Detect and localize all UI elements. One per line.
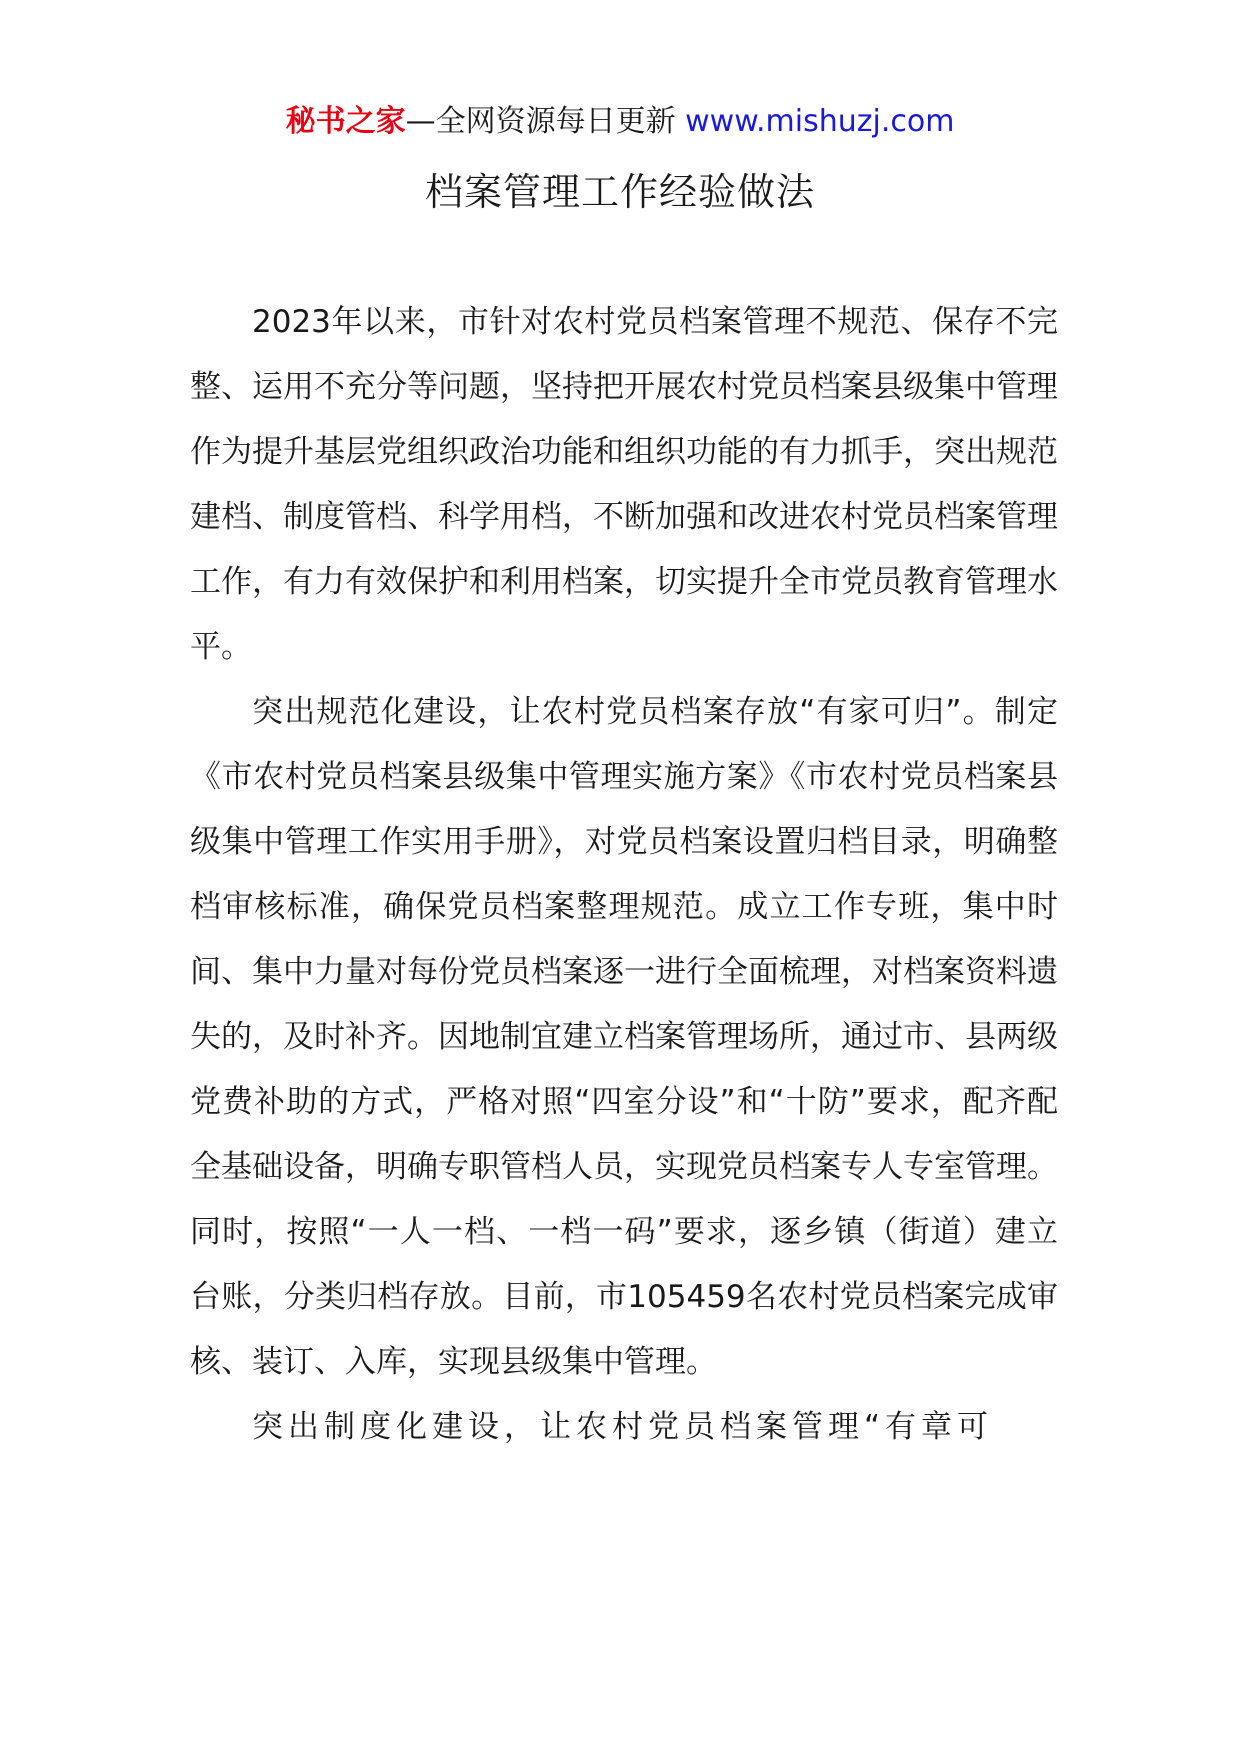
document-title: 档案管理工作经验做法 [424,170,815,214]
paragraph-standardization: 突出规范化建设，让农村党员档案存放“有家可归”。制定《市农村党员档案县级集中管理实施方案》《市农村党员档案县级集中管理工作实用手册》，对党员档案设置归档目录，明确整档审核标准，确保党员档案整理规范。成立工作专班，集中时间、集中力量对每份党员档案逐一进行全面梳理，对档案资料遗失的，及时补齐。因地制宜建立档案管理场所，通过市、县两级党费补助的方式，严格对照“四室分设”和“十防”要求，配齐配全基础设备，明确专职管档人员，实现党员档案专人专室管理。同时，按照“一人一档、一档一码”要求，逐乡镇（街道）建立台账，分类归档存放。目前，市105459名农村党员档案完成审核、装订、入库，实现县级集中管理。 [190,694,1058,1380]
site-brand: 秘书之家 [285,104,406,139]
site-tagline: —全网资源每日更新 [405,104,686,139]
paragraph-intro: 2023年以来，市针对农村党员档案管理不规范、保存不完整、运用不充分等问题，坚持把开展农村党员档案县级集中管理作为提升基层党组织政治功能和组织功能的有力抓手，突出规范建档、制度管档、科学用档，不断加强和改进农村党员档案管理工作，有力有效保护和利用档案，切实提升全市党员教育管理水平。 [190,304,1058,665]
document-body [190,290,1058,1460]
site-header [0,100,1240,144]
site-url-link[interactable]: www.mishuzj.com [685,104,955,139]
paragraph-institutionalization: 突出制度化建设，让农村党员档案管理“有章可 [252,1409,994,1445]
